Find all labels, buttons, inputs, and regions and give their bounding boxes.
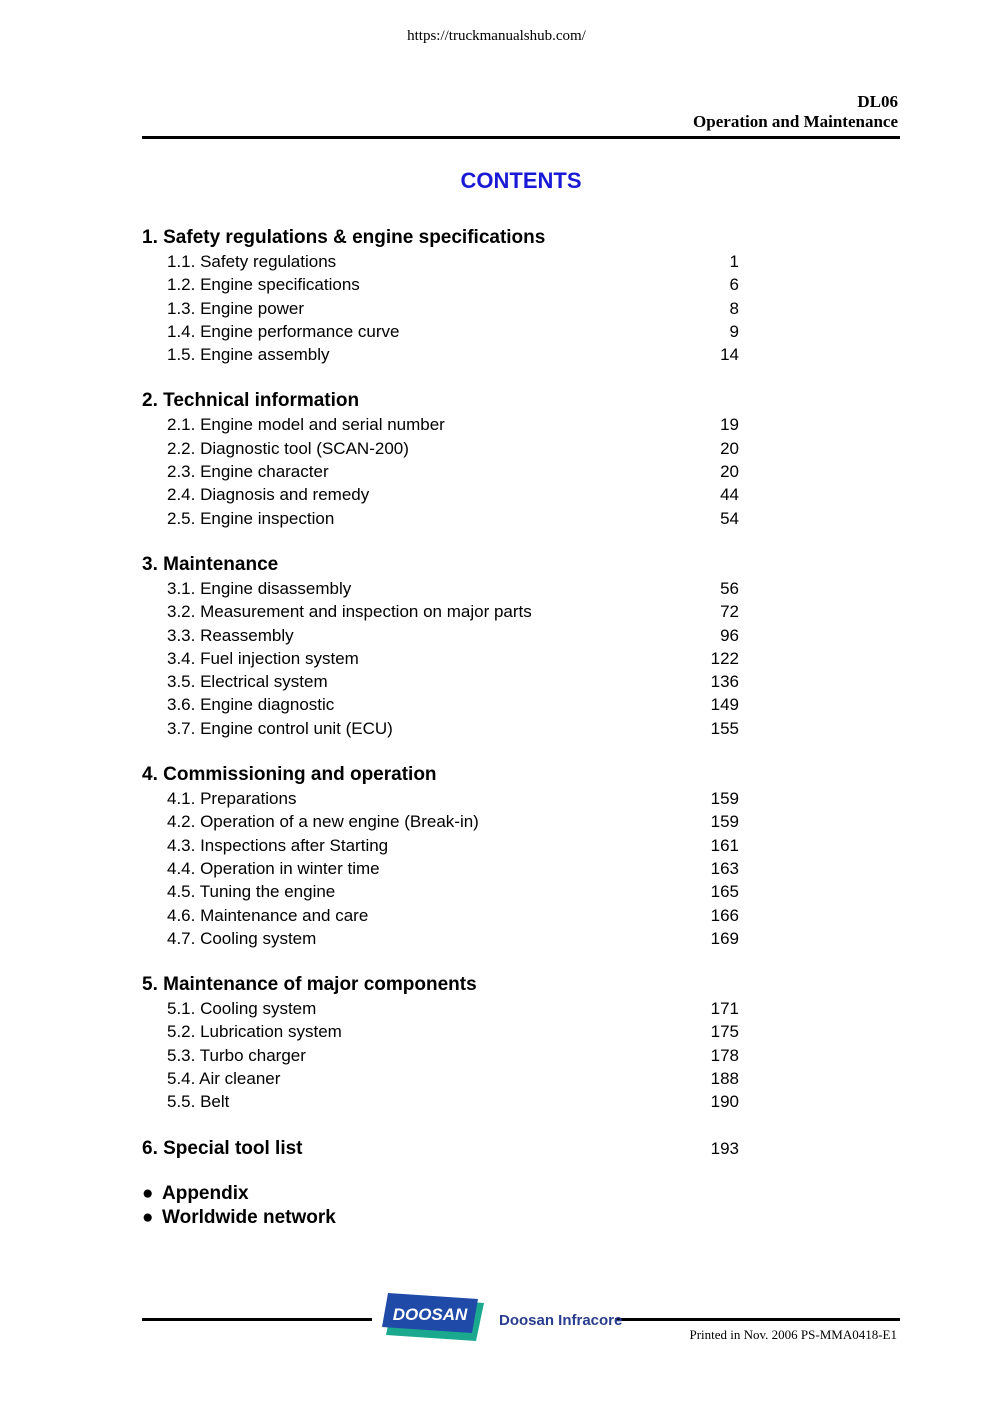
print-info: Printed in Nov. 2006 PS-MMA0418-E1	[689, 1327, 897, 1342]
toc-section-heading	[142, 552, 762, 577]
extra-entry-label: Appendix	[162, 1183, 249, 1204]
toc-entry-page: 20	[720, 438, 739, 458]
toc-entry-label: 4.7. Cooling system	[167, 928, 317, 948]
toc-entry-label: 5.1. Cooling system	[167, 999, 317, 1019]
toc-section	[142, 762, 762, 950]
toc-section	[142, 552, 762, 740]
toc-entry-label: 4.6. Maintenance and care	[167, 905, 369, 925]
bullet-icon: ●	[142, 1183, 154, 1204]
toc-entry-page: 159	[710, 789, 739, 809]
toc-entry-label: 5.5. Belt	[167, 1092, 230, 1112]
toc-entry-page: 161	[710, 835, 739, 855]
toc-entry-label: 3.1. Engine disassembly	[167, 578, 352, 598]
toc-entry-label: 3.7. Engine control unit (ECU)	[167, 718, 393, 738]
toc-entry-page: 9	[729, 321, 739, 341]
toc-entry	[142, 1090, 762, 1113]
toc-section-heading	[142, 388, 762, 413]
toc-entry	[142, 717, 762, 740]
doosan-logo	[380, 1293, 490, 1345]
toc-section-heading	[142, 1136, 762, 1161]
toc-entry	[142, 437, 762, 460]
toc-section-page: 193	[710, 1138, 739, 1158]
header-model: DL06	[857, 92, 898, 111]
toc-entry	[142, 600, 762, 623]
toc-entry	[142, 670, 762, 693]
toc-section-label: 5. Maintenance of major components	[142, 974, 477, 996]
toc-entry-label: 4.3. Inspections after Starting	[167, 835, 389, 855]
toc-entry	[142, 507, 762, 530]
toc-entry-page: 6	[729, 275, 739, 295]
toc-entry	[142, 297, 762, 320]
toc-entry	[142, 1020, 762, 1043]
toc-entry-page: 188	[710, 1069, 739, 1089]
toc-entry-page: 44	[720, 485, 739, 505]
toc-entry	[142, 1044, 762, 1067]
toc-entry-label: 4.5. Tuning the engine	[167, 882, 336, 902]
toc-entry-page: 136	[710, 672, 739, 692]
toc-entry-label: 1.5. Engine assembly	[167, 345, 330, 365]
toc-entry-page: 165	[710, 882, 739, 902]
toc-entry	[142, 787, 762, 810]
toc-section-label: 3. Maintenance	[142, 553, 279, 575]
toc-entry-page: 155	[710, 718, 739, 738]
toc-entry-page: 159	[710, 812, 739, 832]
toc-entry-label: 1.2. Engine specifications	[167, 275, 360, 295]
toc-entry	[142, 810, 762, 833]
toc-entry-page: 54	[720, 508, 739, 528]
toc-entry-page: 171	[710, 999, 739, 1019]
toc-entry	[142, 460, 762, 483]
logo-text: DOOSAN	[392, 1305, 468, 1324]
table-of-contents	[142, 225, 762, 1183]
toc-section	[142, 972, 762, 1113]
toc-entry	[142, 904, 762, 927]
extra-entry	[142, 1206, 336, 1230]
toc-section	[142, 1136, 762, 1161]
toc-entry-page: 19	[720, 415, 739, 435]
toc-entry	[142, 1067, 762, 1090]
toc-entry-page: 175	[710, 1022, 739, 1042]
brand-name: Doosan Infracore	[499, 1312, 623, 1329]
bullet-icon: ●	[142, 1206, 154, 1228]
toc-entry	[142, 857, 762, 880]
toc-entry-label: 4.4. Operation in winter time	[167, 858, 380, 878]
toc-entry-page: 8	[729, 298, 739, 318]
footer-rule-right	[615, 1318, 900, 1321]
toc-entry-page: 14	[720, 345, 739, 365]
toc-section	[142, 225, 762, 366]
toc-entry	[142, 647, 762, 670]
toc-entry	[142, 413, 762, 436]
toc-entry-page: 190	[710, 1092, 739, 1112]
toc-entry-page: 178	[710, 1045, 739, 1065]
toc-section-label: 2. Technical information	[142, 390, 360, 412]
toc-entry-page: 122	[710, 648, 739, 668]
toc-entry-label: 3.5. Electrical system	[167, 672, 328, 692]
toc-entry	[142, 880, 762, 903]
toc-entry-label: 3.3. Reassembly	[167, 625, 294, 645]
toc-section-label: 6. Special tool list	[142, 1137, 303, 1159]
toc-entry-label: 5.4. Air cleaner	[167, 1069, 281, 1089]
extra-sections	[142, 1182, 336, 1229]
toc-entry	[142, 927, 762, 950]
extra-entry-label: Worldwide network	[162, 1206, 336, 1228]
toc-section-heading	[142, 225, 762, 250]
toc-entry-label: 5.3. Turbo charger	[167, 1045, 306, 1065]
toc-entry	[142, 693, 762, 716]
header-subtitle: Operation and Maintenance	[693, 112, 898, 131]
header-rule	[142, 136, 900, 139]
toc-entry	[142, 624, 762, 647]
source-url[interactable]: https://truckmanualshub.com/	[407, 28, 586, 44]
toc-entry-label: 1.4. Engine performance curve	[167, 321, 400, 341]
toc-entry-label: 3.2. Measurement and inspection on major parts	[167, 602, 532, 622]
toc-entry	[142, 577, 762, 600]
toc-entry-page: 149	[710, 695, 739, 715]
toc-entry	[142, 320, 762, 343]
toc-entry-page: 1	[729, 252, 739, 271]
toc-section	[142, 388, 762, 529]
toc-entry-label: 2.1. Engine model and serial number	[167, 415, 445, 435]
toc-section-label: 1. Safety regulations & engine specifications	[142, 227, 546, 248]
toc-entry-label: 2.5. Engine inspection	[167, 508, 335, 528]
toc-entry	[142, 834, 762, 857]
toc-entry	[142, 273, 762, 296]
toc-entry-page: 169	[710, 928, 739, 948]
toc-entry	[142, 483, 762, 506]
toc-entry-label: 3.4. Fuel injection system	[167, 648, 359, 668]
toc-entry-page: 96	[720, 625, 739, 645]
toc-entry	[142, 997, 762, 1020]
toc-entry-label: 3.6. Engine diagnostic	[167, 695, 335, 715]
toc-entry-label: 5.2. Lubrication system	[167, 1022, 342, 1042]
footer-rule-left	[142, 1318, 372, 1321]
toc-entry-page: 166	[710, 905, 739, 925]
toc-section-label: 4. Commissioning and operation	[142, 764, 437, 786]
toc-entry-label: 2.4. Diagnosis and remedy	[167, 485, 370, 505]
page-title: CONTENTS	[460, 168, 582, 193]
toc-entry	[142, 250, 762, 273]
toc-entry-page: 56	[720, 578, 739, 598]
toc-entry-label: 4.1. Preparations	[167, 789, 297, 809]
toc-entry-label: 1.1. Safety regulations	[167, 252, 337, 271]
toc-entry-page: 72	[720, 602, 739, 622]
toc-entry-page: 20	[720, 462, 739, 482]
extra-entry	[142, 1182, 336, 1206]
toc-entry-label: 4.2. Operation of a new engine (Break-in)	[167, 812, 479, 832]
toc-entry-label: 2.2. Diagnostic tool (SCAN-200)	[167, 438, 409, 458]
toc-section-heading	[142, 762, 762, 787]
toc-entry-label: 2.3. Engine character	[167, 462, 329, 482]
toc-entry-page: 163	[710, 858, 739, 878]
toc-entry-label: 1.3. Engine power	[167, 298, 305, 318]
toc-section-heading	[142, 972, 762, 997]
toc-entry	[142, 343, 762, 366]
